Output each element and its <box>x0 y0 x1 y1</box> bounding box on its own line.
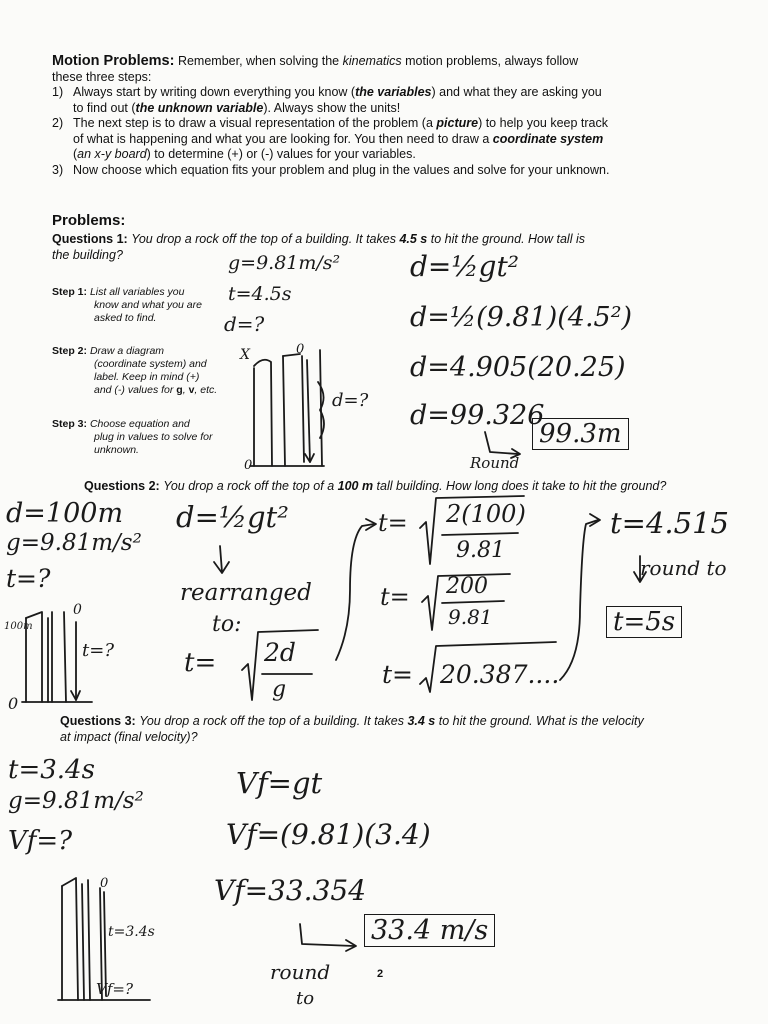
q3-unknown-vf: Vf=? <box>8 826 73 856</box>
step-text: label. Keep in mind (+) <box>94 371 200 383</box>
rule-text: ( <box>73 147 78 161</box>
question-value: 3.4 s <box>407 714 436 728</box>
q2-time-mark: t=? <box>82 640 114 661</box>
step-text: know and what you are <box>94 299 202 311</box>
q3-velocity-mark: Vf=? <box>96 980 133 998</box>
list-number: 2) <box>52 116 64 130</box>
question-text: to hit the ground. How tall is <box>427 232 585 246</box>
rule-emphasis: picture <box>436 116 479 130</box>
step-text: Choose equation and <box>89 418 190 430</box>
q1-building-sketch <box>250 350 324 466</box>
question-label: Questions 1: <box>52 232 128 246</box>
q3-building-sketch <box>58 878 150 1000</box>
q2-answer-box: t=5s <box>606 606 682 638</box>
q1-zero-top: 0 <box>296 342 305 357</box>
rule-text: ) and what they are asking you <box>431 85 602 99</box>
q1-given-t: t=4.5s <box>228 283 292 305</box>
question-text: tall building. How long does it take to hit the ground? <box>373 479 667 493</box>
q2-bracket-2-head <box>590 514 600 526</box>
rule-emphasis: the unknown variable <box>135 100 264 115</box>
q1-axis-x: X <box>240 347 250 363</box>
rule-emphasis: an x-y board <box>77 147 147 161</box>
intro-line-2: these three steps: <box>52 69 152 84</box>
q1-zero-bottom: 0 <box>244 458 253 473</box>
q2-equation-2-lhs: t= <box>184 648 217 678</box>
q2-fraction-bar-3 <box>442 601 504 603</box>
q3-time-mark: t=3.4s <box>108 924 155 940</box>
q2-equation-5-lhs: t= <box>382 660 413 689</box>
question-text: the building? <box>52 247 123 262</box>
q2-equation-5-value: 20.387.... <box>440 660 560 689</box>
question-text: You drop a rock off the top of a building. It takes <box>139 714 408 728</box>
question-label: Questions 2: <box>84 479 160 493</box>
rule-emphasis: coordinate system <box>492 131 604 146</box>
step-text: and (-) values for <box>94 384 177 396</box>
rule-text: The next step is to draw a visual representation of the problem (a <box>73 116 437 130</box>
q2-radical-4 <box>420 642 556 692</box>
question-label: Questions 3: <box>60 714 136 728</box>
step-text: List all variables you <box>89 286 185 298</box>
q2-arrow-down <box>214 546 229 573</box>
q1-equation-2: d=½(9.81)(4.5²) <box>410 302 633 333</box>
q2-radical-2 <box>420 496 524 564</box>
q2-round-note: round to <box>640 556 727 580</box>
step-symbol: g <box>176 384 183 396</box>
step-text: unknown. <box>94 444 139 456</box>
rule-text: ) to determine (+) or (-) values for your variables. <box>146 147 416 161</box>
question-value: 100 m <box>337 479 374 493</box>
problems-heading: Problems: <box>52 212 126 229</box>
q2-equation-3-lhs: t= <box>378 509 408 537</box>
q2-given-d: d=100m <box>6 498 124 529</box>
intro-text: Remember, when solving the <box>177 54 343 68</box>
q2-equation-6: t=4.515 <box>610 506 729 540</box>
rule-text: Always start by writing down everything you know ( <box>73 85 356 99</box>
q3-equation-2: Vf=(9.81)(3.4) <box>226 818 431 851</box>
step-label: Step 3: <box>52 418 88 430</box>
step-label: Step 1: <box>52 286 88 298</box>
q3-answer-box: 33.4 m/s <box>364 914 495 947</box>
step-text: , <box>182 384 189 396</box>
step-text: Draw a diagram <box>89 345 165 357</box>
rule-text: of what is happening and what you are looking for. You then need to draw a <box>73 131 493 146</box>
q3-given-t: t=3.4s <box>8 755 95 785</box>
step-symbol: v <box>188 384 195 396</box>
question-text: You drop a rock off the top of a <box>163 479 338 493</box>
q1-answer-box: 99.3m <box>532 418 629 450</box>
list-number: 1) <box>52 85 64 99</box>
q1-equation-4: d=99.326 <box>410 400 545 431</box>
q2-equation-4-num: 200 <box>446 574 488 599</box>
q3-equation-3: Vf=33.354 <box>214 874 367 907</box>
intro-heading: Motion Problems: <box>52 53 175 69</box>
q1-given-g: g=9.81m/s² <box>228 252 341 274</box>
q2-equation-1: d=½gt² <box>176 500 289 534</box>
q2-building-sketch <box>22 612 92 702</box>
q1-unknown-d: d=? <box>224 312 265 336</box>
q2-to-note: to: <box>212 612 242 637</box>
q2-zero-bottom: 0 <box>8 694 19 713</box>
rule-text: ). Always show the units! <box>263 100 401 115</box>
q1-equation-1: d=½gt² <box>410 250 519 283</box>
q2-bracket-2 <box>560 520 598 680</box>
rule-text: Now choose which equation fits your problem and plug in the values and solve for your unknown. <box>73 162 610 177</box>
q2-round-arrow <box>634 556 646 582</box>
q2-equation-2-num: 2d <box>264 638 296 667</box>
q2-equation-4-den: 9.81 <box>448 605 493 629</box>
q1-distance-mark: d=? <box>332 390 369 411</box>
q2-fraction-bar-2 <box>442 533 518 535</box>
rule-text: to find out ( <box>73 100 136 115</box>
q2-height-label: 100m <box>4 621 33 632</box>
step-label: Step 2: <box>52 345 88 357</box>
step-text: plug in values to solve for <box>94 431 213 443</box>
q2-radical-1 <box>242 630 318 700</box>
q1-equation-3: d=4.905(20.25) <box>410 352 626 383</box>
q2-rearranged-note: rearranged <box>180 580 312 606</box>
q2-equation-2-den: g <box>272 677 287 702</box>
q2-equation-3-num: 2(100) <box>446 500 526 528</box>
page-number: 2 <box>377 968 384 980</box>
question-value: 4.5 s <box>399 232 428 246</box>
q2-unknown-t: t=? <box>6 564 51 593</box>
q2-equation-4-lhs: t= <box>380 583 410 611</box>
q3-arrow <box>300 924 354 946</box>
intro-text: motion problems, always follow <box>401 54 579 68</box>
list-number: 3) <box>52 162 64 177</box>
q2-equation-3-den: 9.81 <box>456 538 505 563</box>
q3-equation-1: Vf=gt <box>236 766 323 800</box>
q2-bracket-1 <box>336 524 374 660</box>
q1-round-note: Round <box>470 454 520 472</box>
intro-emphasis: kinematics <box>342 54 402 68</box>
step-text: , etc. <box>194 384 218 396</box>
q3-given-g: g=9.81m/s² <box>8 788 144 814</box>
step-text: (coordinate system) and <box>94 358 207 370</box>
question-text: at impact (final velocity)? <box>60 729 198 744</box>
rule-text: ) to help you keep track <box>478 116 609 130</box>
q3-zero-top: 0 <box>100 876 109 891</box>
step-text: asked to find. <box>94 312 157 324</box>
q2-given-g: g=9.81m/s² <box>6 530 142 556</box>
q2-zero-top: 0 <box>73 602 82 618</box>
question-text: You drop a rock off the top of a building. It takes <box>131 232 400 246</box>
rule-emphasis: the variables <box>355 85 432 99</box>
q3-to-note: to <box>296 988 315 1009</box>
q3-round-note: round <box>270 960 331 984</box>
question-text: to hit the ground. What is the velocity <box>435 714 644 728</box>
